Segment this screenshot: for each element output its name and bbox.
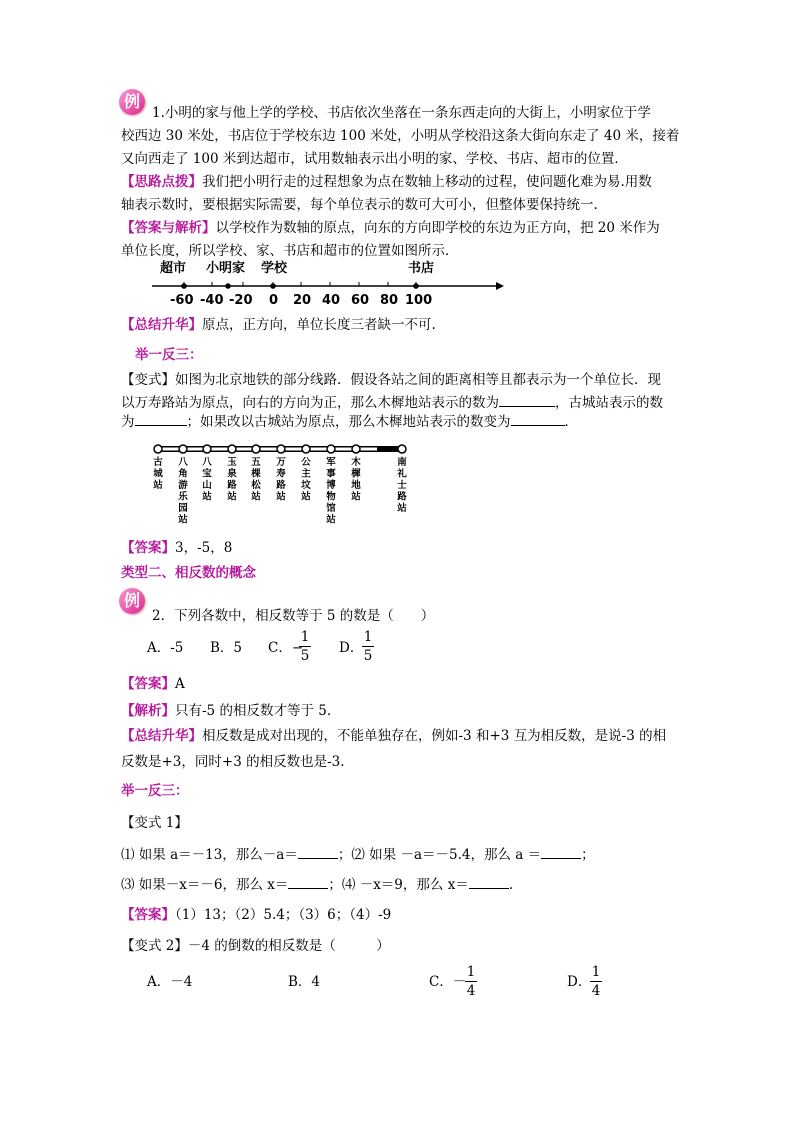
- tick-label: 100: [405, 293, 433, 308]
- fraction-numerator: 1: [363, 629, 373, 645]
- hint-text: 我们把小明行走的过程想象为点在数轴上移动的过程，使问题化难为易.用数: [202, 174, 652, 190]
- hint-label: 【思路点拨】: [121, 174, 202, 190]
- variant1-label: 【变式 1】: [121, 815, 188, 831]
- answer-blank[interactable]: [288, 888, 328, 889]
- practice-heading: 举一反三：: [121, 783, 189, 799]
- point-supermarket: [181, 283, 187, 289]
- answer-text: 3，-5，8: [175, 540, 233, 556]
- summary-text: 原点，正方向，单位长度三者缺一不可.: [202, 317, 436, 333]
- variant2-option-a[interactable]: A．－4: [147, 974, 193, 990]
- station-label: 八角游乐园站: [178, 457, 188, 526]
- summary-text: 相反数是成对出现的，不能单独存在，例如-3 和+3 互为相反数，是说-3 的相: [202, 728, 667, 744]
- practice-heading: 举一反三：: [135, 347, 203, 363]
- section-title: 类型二、相反数的概念: [121, 565, 256, 581]
- station-label: 军事博物馆站: [326, 457, 336, 526]
- option-d-fraction: [362, 629, 374, 664]
- example1-line1: 1.小明的家与他上学的学校、书店依次坐落在一条东西走向的大街上，小明家位于学: [152, 105, 651, 121]
- practice1-line3: [121, 413, 578, 431]
- summary-line: [121, 316, 436, 334]
- practice1-answer: [121, 539, 232, 557]
- variant2-question: [121, 937, 390, 955]
- point-school: [270, 283, 276, 289]
- practice1-line2: [121, 394, 663, 412]
- tick-label: 80: [380, 293, 399, 308]
- fraction-numerator: 1: [466, 964, 476, 980]
- option-c-fraction: [299, 629, 311, 664]
- answer-line1: [121, 219, 660, 237]
- example2-answer: [121, 675, 185, 693]
- fraction-denominator: 4: [466, 983, 476, 999]
- example2-question: 2．下列各数中，相反数等于 5 的数是（ ）: [152, 608, 435, 624]
- answer-blank[interactable]: [499, 406, 555, 407]
- variant2-text: －4 的倒数的相反数是（ ）: [187, 938, 390, 954]
- place-label: 小明家: [206, 261, 246, 276]
- tick-label: -20: [229, 293, 253, 308]
- place-label: 学校: [261, 261, 288, 276]
- practice1-text3b: ；如果改以古城站为原点，那么木樨地站表示的数变为: [186, 414, 511, 430]
- station-label: 古城站: [153, 457, 163, 491]
- fraction-numerator: 1: [300, 629, 310, 645]
- tick-label: 20: [293, 293, 312, 308]
- example1-line2: 校西边 30 米处，书店位于学校东边 100 米处，小明从学校沿这条大街向东走了 40 米，接着: [121, 128, 680, 144]
- answer-text: 以学校作为数轴的原点，向东的方向即学校的东边为正方向，把 20 米作为: [215, 220, 660, 236]
- station-label: 南礼士路站: [397, 457, 407, 514]
- answer-label: 【答案】: [121, 907, 175, 923]
- variant2-option-d-fraction: [590, 964, 602, 999]
- station-labels: [153, 456, 407, 526]
- variant1-q4: ；⑷ －x＝9，那么 x＝: [328, 877, 469, 893]
- example1-line3: 又向西走了 100 米到达超市，试用数轴表示出小明的家、学校、书店、超市的位置．: [121, 151, 628, 167]
- explanation-label: 【解析】: [121, 703, 175, 719]
- explanation-text: 只有-5 的相反数才等于 5.: [175, 703, 332, 719]
- variant1-row1: [121, 846, 595, 864]
- answer-blank[interactable]: [511, 425, 565, 426]
- number-line-figure: [150, 258, 510, 310]
- variant2-option-d[interactable]: D．: [567, 974, 592, 990]
- tick-label: 60: [351, 293, 370, 308]
- example2-summary-line2: 反数是+3，同时+3 的相反数也是-3.: [121, 754, 345, 770]
- variant1-q3: ⑶ 如果－x＝－6，那么 x＝: [121, 877, 289, 893]
- answer-label: 【答案】: [121, 676, 175, 692]
- practice1-line1: [121, 371, 661, 389]
- practice1-text3a: 为: [121, 414, 135, 430]
- point-home: [225, 283, 231, 289]
- tick-label: 40: [322, 293, 341, 308]
- option-d[interactable]: D．: [339, 640, 364, 656]
- variant1-q2: ；⑵ 如果 －a＝－5.4，那么 a ＝: [337, 847, 542, 863]
- variant1-answer: [121, 906, 391, 924]
- answer-label: 【答案】: [121, 540, 175, 556]
- station-label: 八宝山站: [202, 457, 212, 503]
- variant2-option-b[interactable]: B．4: [288, 974, 321, 990]
- practice1-text3c: ．: [564, 414, 578, 430]
- variant2-option-c[interactable]: C．－: [429, 974, 467, 990]
- answer-line2: 单位长度，所以学校、家、书店和超市的位置如图所示．: [121, 243, 459, 259]
- option-a[interactable]: A．-5: [147, 640, 184, 656]
- example2-explanation: [121, 702, 331, 720]
- practice1-text2b: ，古城站表示的数: [555, 395, 663, 411]
- station-label: 公主坟站: [301, 457, 311, 503]
- variant1-row2: [121, 876, 513, 894]
- answer-blank[interactable]: [541, 858, 581, 859]
- fraction-denominator: 5: [300, 648, 310, 664]
- example-badge: 例: [119, 89, 145, 115]
- answer-analysis-label: 【答案与解析】: [121, 220, 216, 236]
- summary-label: 【总结升华】: [121, 317, 202, 333]
- place-label: 超市: [160, 261, 187, 276]
- variant-label: 【变式】: [121, 372, 175, 388]
- variant1-q1: ⑴ 如果 a＝－13，那么－a＝: [121, 847, 298, 863]
- station-label: 木樨地站: [351, 457, 361, 503]
- practice1-text: 如图为北京地铁的部分线路．假设各站之间的距离相等且都表示为一个单位长．现: [175, 372, 661, 388]
- fraction-denominator: 5: [363, 648, 373, 664]
- subway-line-diagram: [146, 440, 416, 530]
- variant2-option-c-fraction: [465, 964, 477, 999]
- answer-text: A: [175, 676, 185, 692]
- fraction-denominator: 4: [591, 983, 601, 999]
- axis-arrow: [496, 282, 504, 290]
- answer-blank[interactable]: [298, 858, 338, 859]
- fraction-numerator: 1: [591, 964, 601, 980]
- variant1-q4-end: .: [508, 877, 514, 893]
- option-c[interactable]: C．−: [268, 640, 304, 656]
- tick-label: 0: [269, 293, 279, 308]
- summary-label: 【总结升华】: [121, 728, 202, 744]
- example-badge: 例: [119, 588, 145, 614]
- point-bookstore: [413, 283, 419, 289]
- hint-line2: 轴表示数时，要根据实际需要，每个单位表示的数可大可小，但整体要保持统一.: [121, 197, 598, 213]
- answer-blank[interactable]: [469, 888, 509, 889]
- option-b[interactable]: B．5: [210, 640, 243, 656]
- hint-line1: [121, 173, 652, 191]
- practice1-text2: 以万寿路站为原点，向右的方向为正，那么木樨地站表示的数为: [121, 395, 499, 411]
- station-label: 万寿路站: [276, 457, 286, 503]
- variant2-label: 【变式 2】: [121, 938, 188, 954]
- place-label: 书店: [408, 261, 435, 276]
- tick-label: -40: [200, 293, 224, 308]
- variant1-q2-end: ；: [581, 847, 595, 863]
- station-label: 玉泉路站: [227, 457, 237, 503]
- answer-text: （1）13；（2）5.4；（3）6；（4）-9: [175, 907, 392, 923]
- example2-summary-line1: [121, 727, 666, 745]
- answer-blank[interactable]: [135, 425, 187, 426]
- tick-label: -60: [170, 293, 194, 308]
- station-label: 五棵松站: [251, 457, 261, 503]
